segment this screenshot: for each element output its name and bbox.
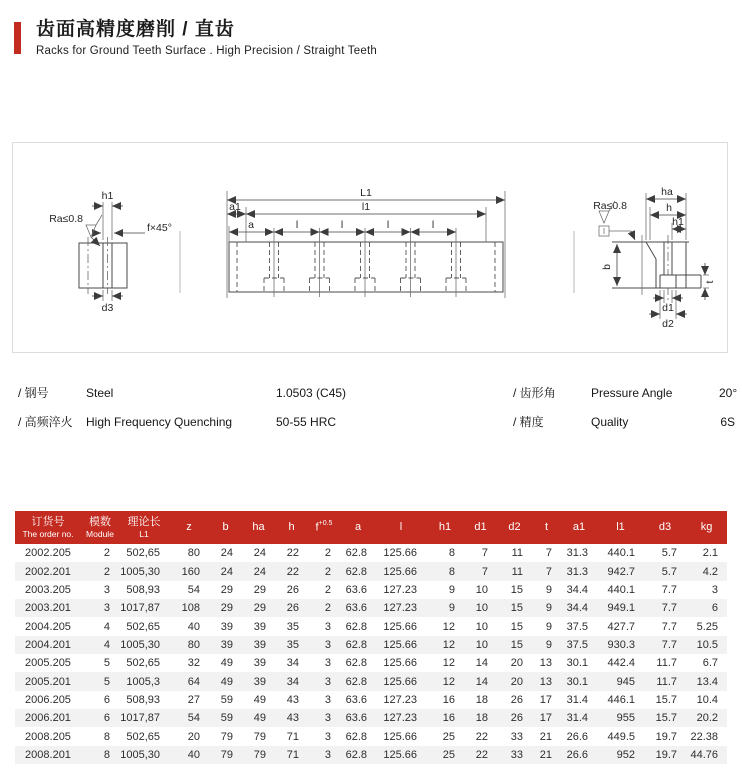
table-cell: 62.8 <box>345 730 367 743</box>
table-cell: 39 <box>253 657 266 670</box>
table-cell: 7 <box>545 547 552 560</box>
dim-label-b: b <box>601 264 613 270</box>
table-cell: 12 <box>442 638 455 651</box>
column-header-kg: kg <box>686 511 727 544</box>
column-header-d3: d3 <box>644 511 686 544</box>
spec-value: 50-55 HRC <box>276 415 337 429</box>
table-cell: 15.7 <box>655 712 677 725</box>
table-cell: 125.66 <box>383 565 417 578</box>
table-cell: 2006.205 <box>25 693 71 706</box>
table-cell: 4.2 <box>702 565 718 578</box>
table-cell: 7 <box>481 547 488 560</box>
table-cell: 2002.205 <box>25 547 71 560</box>
spec-label-en: Pressure Angle <box>591 386 673 400</box>
table-cell: 2005.205 <box>25 657 71 670</box>
table-cell: 2 <box>103 565 110 578</box>
page-title-en: Racks for Ground Teeth Surface . High Precision / Straight Teeth <box>36 44 377 57</box>
table-cell: 8 <box>103 730 110 743</box>
table-cell: 2005.201 <box>25 675 71 688</box>
dim-label-d2: d2 <box>662 318 674 330</box>
spec-label-en: Quality <box>591 415 629 429</box>
table-cell: 64 <box>187 675 200 688</box>
table-cell: 44.76 <box>690 748 718 761</box>
table-cell: 31.3 <box>566 547 588 560</box>
dim-label-t: t <box>704 280 716 284</box>
table-cell: 125.66 <box>383 730 417 743</box>
table-cell: 40 <box>187 620 200 633</box>
table-cell: 12 <box>442 675 455 688</box>
table-cell: 942.7 <box>607 565 635 578</box>
table-cell: 32 <box>187 657 200 670</box>
spec-label-en: Steel <box>86 386 114 400</box>
table-cell: 62.8 <box>345 675 367 688</box>
table-row <box>15 562 727 580</box>
table-cell: 63.6 <box>345 693 367 706</box>
table-cell: 2002.201 <box>25 565 71 578</box>
table-cell: 19.7 <box>655 748 677 761</box>
table-cell: 9 <box>545 620 552 633</box>
table-cell: 6 <box>711 602 718 615</box>
technical-drawing-panel <box>12 142 728 353</box>
dim-label-a: a <box>248 219 254 231</box>
table-cell: 6 <box>103 712 110 725</box>
table-cell: 9 <box>545 583 552 596</box>
table-cell: 62.8 <box>345 547 367 560</box>
spec-steel <box>18 384 488 401</box>
column-header-h: h <box>275 511 308 544</box>
table-cell: 31.4 <box>566 712 588 725</box>
table-cell: 7 <box>545 565 552 578</box>
table-cell: 39 <box>220 620 233 633</box>
table-cell: 127.23 <box>383 712 417 725</box>
table-cell: 59 <box>220 712 233 725</box>
mounting-holes <box>264 228 466 297</box>
column-header-l1: l1 <box>597 511 644 544</box>
table-cell: 34.4 <box>566 602 588 615</box>
table-cell: 29 <box>253 602 266 615</box>
page-title-zh: 齿面高精度磨削 / 直齿 <box>36 19 235 40</box>
table-cell: 446.1 <box>607 693 635 706</box>
table-cell: 29 <box>220 602 233 615</box>
table-cell: 125.66 <box>383 547 417 560</box>
table-cell: 9 <box>545 638 552 651</box>
table-cell: 6.7 <box>702 657 718 670</box>
surface-finish-label: Ra≤0.8 <box>49 213 83 225</box>
table-cell: 18 <box>475 712 488 725</box>
table-cell: 9 <box>448 583 455 596</box>
table-cell: 9 <box>545 602 552 615</box>
table-cell: 49 <box>253 712 266 725</box>
table-cell: 12 <box>442 657 455 670</box>
table-cell: 4 <box>103 620 110 633</box>
table-cell: 18 <box>475 693 488 706</box>
table-cell: 502,65 <box>126 547 160 560</box>
column-header-z: z <box>169 511 209 544</box>
column-header-the-order-no: 订货号 The order no. <box>15 511 81 544</box>
surface-finish-label: Ra≤0.8 <box>593 200 627 212</box>
table-cell: 31.3 <box>566 565 588 578</box>
table-cell: 10 <box>475 583 488 596</box>
table-cell: 8 <box>448 565 455 578</box>
table-row <box>15 636 727 654</box>
table-cell: 127.23 <box>383 602 417 615</box>
table-body <box>15 544 727 764</box>
column-header-f: $f^{+0.5}$ <box>308 511 340 544</box>
table-cell: 2003.201 <box>25 602 71 615</box>
table-cell: 26 <box>286 583 299 596</box>
table-cell: 508,93 <box>126 583 160 596</box>
table-cell: 31.4 <box>566 693 588 706</box>
table-cell: 49 <box>220 657 233 670</box>
table-cell: 8 <box>448 547 455 560</box>
table-cell: 15 <box>510 620 523 633</box>
table-cell: 952 <box>616 748 635 761</box>
spec-label-en: High Frequency Quenching <box>86 415 233 429</box>
table-cell: 7.7 <box>661 620 677 633</box>
table-cell: 502,65 <box>126 620 160 633</box>
table-cell: 125.66 <box>383 675 417 688</box>
table-cell: 63.6 <box>345 712 367 725</box>
rack-data-table <box>15 511 727 764</box>
table-cell: 26 <box>510 693 523 706</box>
table-cell: 1017,87 <box>120 712 160 725</box>
table-cell: 125.66 <box>383 620 417 633</box>
table-cell: 13.4 <box>696 675 718 688</box>
table-row <box>15 599 727 617</box>
table-cell: 26.6 <box>566 730 588 743</box>
table-cell: 49 <box>253 693 266 706</box>
dim-label-l: l <box>340 219 344 231</box>
dim-label-d3: d3 <box>101 302 114 314</box>
table-cell: 39 <box>253 620 266 633</box>
table-cell: 22 <box>286 547 299 560</box>
table-cell: 1017,87 <box>120 602 160 615</box>
table-cell: 54 <box>187 583 200 596</box>
dim-label-d1: d1 <box>662 302 674 314</box>
column-header-d1: d1 <box>464 511 497 544</box>
spec-label-zh: / 高频淬火 <box>18 415 73 429</box>
page-header <box>14 20 377 57</box>
table-cell: 3 <box>324 657 331 670</box>
table-cell: 79 <box>220 748 233 761</box>
dim-label-h1-right: h1 <box>672 216 684 228</box>
technical-drawing <box>13 143 727 352</box>
table-cell: 35 <box>286 638 299 651</box>
table-cell: 440.1 <box>607 583 635 596</box>
table-cell: 62.8 <box>345 748 367 761</box>
table-cell: 2.1 <box>702 547 718 560</box>
spec-value: 6S <box>720 415 735 429</box>
table-cell: 3 <box>711 583 718 596</box>
table-cell: 2 <box>324 565 331 578</box>
table-cell: 3 <box>324 748 331 761</box>
table-cell: 3 <box>103 583 110 596</box>
dim-label-a1: a1 <box>229 201 241 213</box>
spec-label-zh: / 钢号 <box>18 386 49 400</box>
table-cell: 37.5 <box>566 638 588 651</box>
table-cell: 15 <box>510 583 523 596</box>
table-cell: 10 <box>475 620 488 633</box>
dim-label-l1: l1 <box>361 201 371 213</box>
rack-top-view <box>227 187 505 298</box>
spec-quenching <box>18 413 488 430</box>
table-cell: 7.7 <box>661 638 677 651</box>
table-cell: 7 <box>481 565 488 578</box>
table-cell: 2 <box>324 583 331 596</box>
table-row <box>15 617 727 635</box>
table-cell: 2004.201 <box>25 638 71 651</box>
table-cell: 22 <box>475 730 488 743</box>
table-cell: 21 <box>539 748 552 761</box>
table-cell: 1005,3 <box>126 675 160 688</box>
table-cell: 37.5 <box>566 620 588 633</box>
table-cell: 24 <box>253 547 266 560</box>
column-header-module: 模数 Module <box>81 511 119 544</box>
table-cell: 62.8 <box>345 565 367 578</box>
table-cell: 12 <box>442 620 455 633</box>
table-cell: 15 <box>510 602 523 615</box>
table-cell: 26 <box>286 602 299 615</box>
table-cell: 43 <box>286 693 299 706</box>
table-cell: 930.3 <box>607 638 635 651</box>
table-cell: 24 <box>220 565 233 578</box>
table-cell: 6 <box>103 693 110 706</box>
table-cell: 125.66 <box>383 638 417 651</box>
table-cell: 62.8 <box>345 638 367 651</box>
table-cell: 449.5 <box>607 730 635 743</box>
dim-label-l: l <box>295 219 299 231</box>
table-cell: 21 <box>539 730 552 743</box>
dim-label-l: l <box>431 219 435 231</box>
table-cell: 20.2 <box>696 712 718 725</box>
table-cell: 3 <box>324 675 331 688</box>
table-cell: 34.4 <box>566 583 588 596</box>
table-cell: 14 <box>475 657 488 670</box>
table-cell: 7.7 <box>661 602 677 615</box>
table-header <box>15 511 727 544</box>
table-cell: 127.23 <box>383 583 417 596</box>
table-cell: 71 <box>286 748 299 761</box>
table-cell: 20 <box>510 675 523 688</box>
table-cell: 63.6 <box>345 602 367 615</box>
column-header-t: t <box>532 511 561 544</box>
column-header-ha: ha <box>242 511 275 544</box>
spec-label-zh: / 齿形角 <box>513 386 556 400</box>
table-row <box>15 746 727 764</box>
table-cell: 125.66 <box>383 748 417 761</box>
table-cell: 10 <box>475 638 488 651</box>
table-cell: 5.25 <box>696 620 718 633</box>
table-cell: 39 <box>253 638 266 651</box>
table-cell: 27 <box>187 693 200 706</box>
dim-label-L1: L1 <box>360 187 372 199</box>
table-cell: 13 <box>539 657 552 670</box>
table-row <box>15 581 727 599</box>
table-cell: 3 <box>324 620 331 633</box>
spec-pressure-angle <box>513 384 738 401</box>
table-cell: 71 <box>286 730 299 743</box>
table-cell: 125.66 <box>383 657 417 670</box>
table-cell: 7.7 <box>661 583 677 596</box>
table-cell: 62.8 <box>345 657 367 670</box>
column-header-h1: h1 <box>426 511 464 544</box>
table-cell: 13 <box>539 675 552 688</box>
table-cell: 54 <box>187 712 200 725</box>
table-cell: 945 <box>616 675 635 688</box>
table-cell: 502,65 <box>126 657 160 670</box>
table-cell: 3 <box>324 712 331 725</box>
table-cell: 15 <box>510 638 523 651</box>
spec-label-zh: / 精度 <box>513 415 544 429</box>
table-cell: 43 <box>286 712 299 725</box>
table-cell: 502,65 <box>126 730 160 743</box>
table-cell: 30.1 <box>566 675 588 688</box>
table-cell: 11 <box>511 565 523 578</box>
spec-value: 20° <box>719 386 738 400</box>
table-cell: 11 <box>511 547 523 560</box>
table-cell: 17 <box>539 712 552 725</box>
table-cell: 11.7 <box>656 675 677 688</box>
table-cell: 49 <box>220 675 233 688</box>
table-cell: 2004.205 <box>25 620 71 633</box>
table-cell: 3 <box>324 730 331 743</box>
table-cell: 10 <box>475 602 488 615</box>
accent-bar <box>14 22 21 54</box>
left-section-view <box>49 190 172 314</box>
table-cell: 62.8 <box>345 620 367 633</box>
table-row <box>15 654 727 672</box>
table-row <box>15 709 727 727</box>
table-cell: 442.4 <box>607 657 635 670</box>
table-cell: 33 <box>510 730 523 743</box>
table-cell: 10.4 <box>696 693 718 706</box>
table-row <box>15 727 727 745</box>
table-cell: 26.6 <box>566 748 588 761</box>
table-cell: 20 <box>187 730 200 743</box>
table-cell: 2 <box>324 602 331 615</box>
table-cell: 2 <box>103 547 110 560</box>
table-cell: 40 <box>187 748 200 761</box>
table-header-row <box>15 511 727 544</box>
table-cell: 440.1 <box>607 547 635 560</box>
spec-quality <box>513 413 735 430</box>
table-row <box>15 691 727 709</box>
table-cell: 160 <box>181 565 200 578</box>
table-cell: 79 <box>253 748 266 761</box>
table-cell: 5.7 <box>661 547 677 560</box>
table-cell: 955 <box>616 712 635 725</box>
table-cell: 949.1 <box>607 602 635 615</box>
table-cell: 16 <box>442 712 455 725</box>
table-cell: 2 <box>324 547 331 560</box>
table-cell: 3 <box>324 693 331 706</box>
table-cell: 39 <box>253 675 266 688</box>
dim-label-l: l <box>386 219 390 231</box>
table-cell: 34 <box>286 657 299 670</box>
table-cell: 79 <box>220 730 233 743</box>
table-cell: 29 <box>220 583 233 596</box>
table-cell: 24 <box>220 547 233 560</box>
column-header-a1: a1 <box>561 511 597 544</box>
table-cell: 80 <box>187 638 200 651</box>
table-cell: 80 <box>187 547 200 560</box>
table-cell: 2008.205 <box>25 730 71 743</box>
table-cell: 20 <box>510 657 523 670</box>
table-cell: 22.38 <box>690 730 718 743</box>
table-cell: 8 <box>103 748 110 761</box>
table-cell: 5 <box>103 657 110 670</box>
table-cell: 1005,30 <box>120 638 160 651</box>
table-cell: 3 <box>103 602 110 615</box>
table-cell: 59 <box>220 693 233 706</box>
table-cell: 35 <box>286 620 299 633</box>
table-cell: 10.5 <box>696 638 718 651</box>
table-cell: 9 <box>448 602 455 615</box>
table-cell: 427.7 <box>607 620 635 633</box>
table-cell: 16 <box>442 693 455 706</box>
table-cell: 108 <box>181 602 200 615</box>
column-header-b: b <box>209 511 242 544</box>
table-cell: 34 <box>286 675 299 688</box>
table-cell: 19.7 <box>655 730 677 743</box>
table-cell: 22 <box>475 748 488 761</box>
table-cell: 79 <box>253 730 266 743</box>
table-cell: 2003.205 <box>25 583 71 596</box>
table-cell: 1005,30 <box>120 565 160 578</box>
table-cell: 2006.201 <box>25 712 71 725</box>
table-cell: 24 <box>253 565 266 578</box>
table-cell: 15.7 <box>655 693 677 706</box>
column-header-d2: d2 <box>497 511 532 544</box>
dim-label-h1: h1 <box>101 190 114 202</box>
table-cell: 22 <box>286 565 299 578</box>
column-header-l1: 理论长 L1 <box>119 511 169 544</box>
table-cell: 39 <box>220 638 233 651</box>
spec-value: 1.0503 (C45) <box>276 386 347 400</box>
table-cell: 14 <box>475 675 488 688</box>
table-cell: 11.7 <box>656 657 677 670</box>
table-cell: 26 <box>510 712 523 725</box>
column-header-a: a <box>340 511 376 544</box>
table-cell: 5 <box>103 675 110 688</box>
table-cell: 508,93 <box>126 693 160 706</box>
table-cell: 33 <box>510 748 523 761</box>
table-cell: 17 <box>539 693 552 706</box>
table-cell: 25 <box>442 748 455 761</box>
table-cell: 30.1 <box>566 657 588 670</box>
table-cell: 2008.201 <box>25 748 71 761</box>
table-cell: 127.23 <box>383 693 417 706</box>
table-cell: 1005,30 <box>120 748 160 761</box>
table-cell: 3 <box>324 638 331 651</box>
table-cell: 4 <box>103 638 110 651</box>
table-cell: 29 <box>253 583 266 596</box>
table-row <box>15 544 727 562</box>
table-cell: 25 <box>442 730 455 743</box>
right-section-view <box>593 186 716 330</box>
table-cell: 63.6 <box>345 583 367 596</box>
table-cell: 5.7 <box>661 565 677 578</box>
dim-label-ha: ha <box>661 186 673 198</box>
material-specs <box>18 384 738 446</box>
dim-label-chamfer: f×45° <box>147 222 172 234</box>
column-header-l: l <box>376 511 426 544</box>
table-row <box>15 672 727 690</box>
dim-label-h: h <box>666 202 672 214</box>
